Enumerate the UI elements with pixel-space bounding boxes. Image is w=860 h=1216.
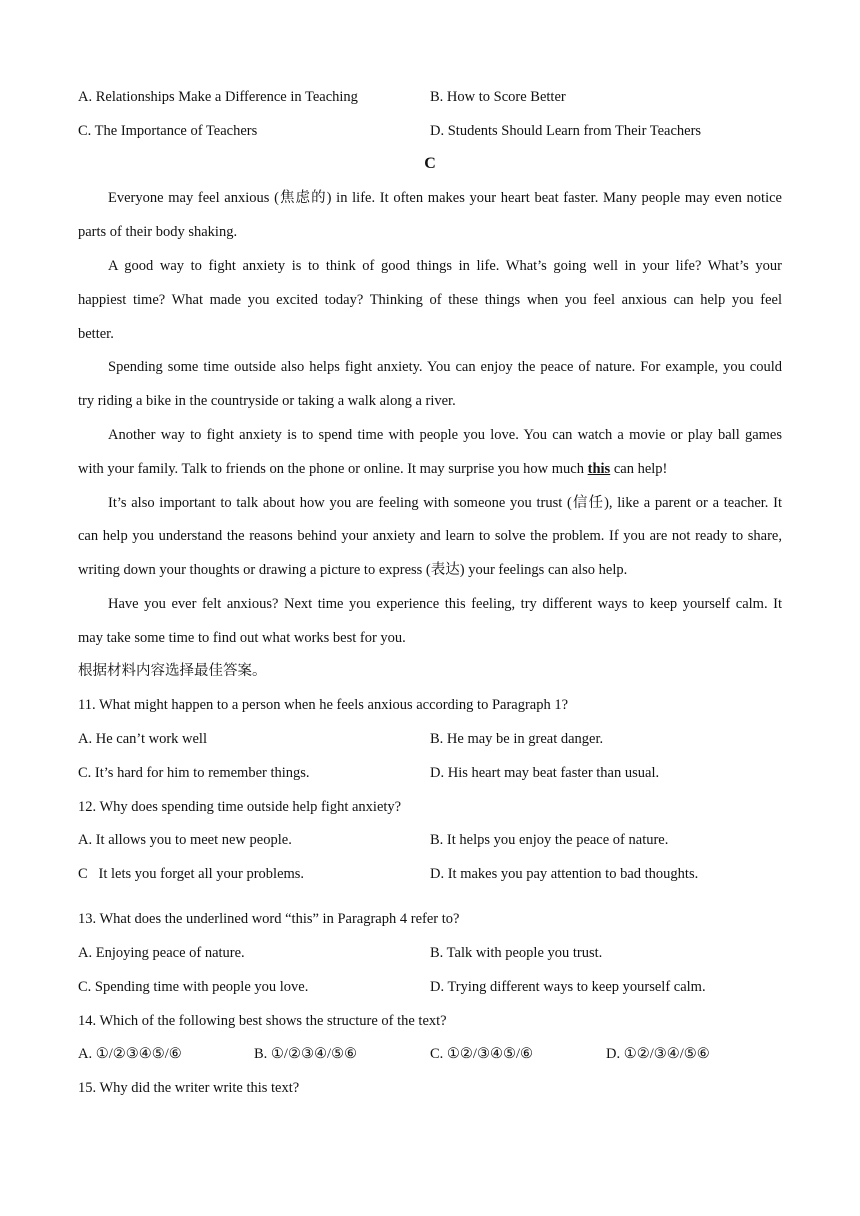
q13-option-c: C. Spending time with people you love.	[78, 979, 309, 995]
q11-option-d: D. His heart may beat faster than usual.	[430, 765, 660, 781]
passage-p1-line2: parts of their body shaking.	[78, 224, 238, 240]
passage-p3-line1: Spending some time outside also helps fight anxiety. You can enjoy the peace of nature. For example, you could	[108, 359, 782, 375]
q12-option-c: C It lets you forget all your problems.	[78, 866, 305, 882]
passage-p4-line1: Another way to fight anxiety is to spend time with people you love. You can watch a movie or play ball games	[108, 427, 782, 443]
q14-stem: 14. Which of the following best shows the structure of the text?	[78, 1013, 447, 1029]
prev-option-d: D. Students Should Learn from Their Teachers	[430, 123, 702, 139]
q14-option-c: C. ①②/③④⑤/⑥	[430, 1046, 533, 1062]
q15-stem: 15. Why did the writer write this text?	[78, 1080, 300, 1096]
passage-p2-line2: happiest time? What made you excited today? Thinking of these things when you feel anxious can help you feel	[78, 292, 782, 308]
passage-p5-line1: It’s also important to talk about how you are feeling with someone you trust (信任), like a parent or a teacher. It	[108, 495, 782, 511]
q12-option-a: A. It allows you to meet new people.	[78, 832, 292, 848]
q13-option-d: D. Trying different ways to keep yourself calm.	[430, 979, 706, 995]
q14-option-b: B. ①/②③④/⑤⑥	[254, 1046, 357, 1062]
q13-stem: 13. What does the underlined word “this” in Paragraph 4 refer to?	[78, 911, 460, 927]
q13-option-a: A. Enjoying peace of nature.	[78, 945, 245, 961]
passage-p3-line2: try riding a bike in the countryside or taking a walk along a river.	[78, 393, 456, 409]
passage-p5-line2: can help you understand the reasons behind your anxiety and learn to solve the problem. If you are not ready to share,	[78, 528, 782, 544]
q12-option-b: B. It helps you enjoy the peace of nature.	[430, 832, 669, 848]
passage-p6-line2: may take some time to find out what works best for you.	[78, 630, 406, 646]
q14-option-a: A. ①/②③④⑤/⑥	[78, 1046, 182, 1062]
passage-p4-line2	[78, 460, 667, 478]
q11-option-b: B. He may be in great danger.	[430, 731, 604, 747]
q11-stem: 11. What might happen to a person when he feels anxious according to Paragraph 1?	[78, 697, 569, 713]
q14-option-d: D. ①②/③④/⑤⑥	[606, 1046, 710, 1062]
passage-p1-line1: Everyone may feel anxious (焦虑的) in life. It often makes your heart beat faster. Many people may even notice	[108, 190, 782, 206]
q12-option-d: D. It makes you pay attention to bad thoughts.	[430, 866, 699, 882]
underlined-word-this: this	[587, 461, 611, 477]
passage-p5-line3: writing down your thoughts or drawing a picture to express (表达) your feelings can also help.	[78, 562, 628, 578]
passage-p4-line2-post: can help!	[610, 461, 668, 477]
prev-option-a: A. Relationships Make a Difference in Teaching	[78, 89, 358, 105]
section-heading: C	[424, 155, 436, 172]
q13-option-b: B. Talk with people you trust.	[430, 945, 603, 961]
q12-stem: 12. Why does spending time outside help fight anxiety?	[78, 799, 402, 815]
passage-p2-line3: better.	[78, 326, 114, 342]
prev-option-c: C. The Importance of Teachers	[78, 123, 258, 139]
passage-p4-line2-pre: with your family. Talk to friends on the phone or online. It may surprise you how much	[78, 461, 588, 477]
instruction: 根据材料内容选择最佳答案。	[78, 663, 267, 679]
q11-option-a: A. He can’t work well	[78, 731, 207, 747]
prev-option-b: B. How to Score Better	[430, 89, 566, 105]
q11-option-c: C. It’s hard for him to remember things.	[78, 765, 310, 781]
passage-p6-line1: Have you ever felt anxious? Next time you experience this feeling, try different ways to keep yourself calm. It	[108, 596, 782, 612]
passage-p2-line1: A good way to fight anxiety is to think of good things in life. What’s going well in your life? What’s your	[108, 258, 782, 274]
